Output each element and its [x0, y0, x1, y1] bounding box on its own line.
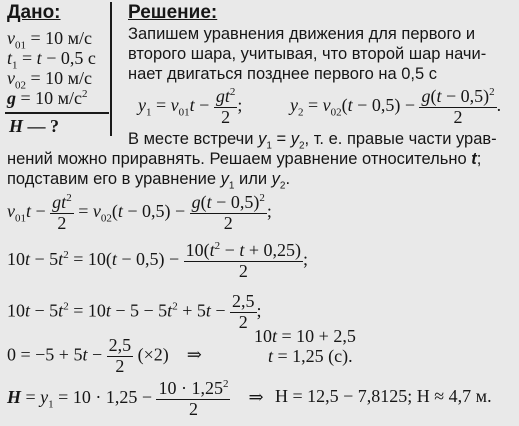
para1-line2: второго шара, учитывая, что второй шар начи- [128, 45, 487, 63]
solution-title: Решение: [128, 2, 218, 23]
equation-t-line2: t = 1,25 (с). [268, 346, 353, 366]
given-t1: $t_1 = t - 0,5$ с [7, 48, 96, 72]
given-title: Дано: [7, 2, 61, 23]
para1-line1: Запишем уравнения движения для первого и [128, 25, 476, 43]
equation-step1: $v_{01}t$ − $\frac{gt^2}{2}$ = $v_{02}(t - 0,5)$ − $\frac{g(t - 0,5)^2}{2}$ ; [7, 192, 272, 233]
vertical-divider [110, 2, 112, 136]
equation-step4: 0 = −5 + 5t − $\frac{2,5}{2}$ (×2) ⇒ [7, 335, 202, 376]
given-v01: $v_{01} = 10$ м/с [7, 28, 93, 52]
equation-y2: $y_2 = v_{02}(t - 0,5)$ − $\frac{g(t - 0,5)^2}{2}$ . [290, 86, 502, 127]
find-label: H — ? [9, 116, 60, 136]
final-result: H = 12,5 − 7,8125; H ≈ 4,7 м. [275, 386, 492, 406]
equation-step3: $10t - 5t^2 = 10t - 5 - 5t^2 + 5t$ − $\frac{2,5}{2}$ ; [7, 291, 262, 332]
equation-final: $H = y_1 = 10 \cdot 1,25$ − $\frac{10 \cdot 1,25^2}{2}$ ⇒ [7, 378, 264, 419]
given-v02: $v_{02} = 10$ м/с [7, 68, 93, 92]
equation-y1: $y_1 = v_{01}t$ − $\frac{gt^2}{2}$ ; [138, 86, 243, 127]
para2-line2: нений можно приравнять. Решаем уравнение относительно t; [7, 150, 482, 168]
para1-line3: нает двигаться позднее первого на 0,5 с [128, 65, 437, 83]
equation-t-line1: 10t = 10 + 2,5 [254, 326, 356, 346]
equation-step2: $10t - 5t^2 = 10(t - 0,5)$ − $\frac{10(t^2 - t + 0,25)}{2}$ ; [7, 240, 309, 281]
para2-line1: В месте встречи $y_1 = y_2$, т. е. правые части урав- [128, 130, 497, 152]
given-divider [5, 112, 109, 114]
para2-line3: подставим его в уравнение $y_1$ или $y_2$. [7, 170, 291, 192]
given-g: g = 10 $м/с^2$ [7, 88, 88, 108]
